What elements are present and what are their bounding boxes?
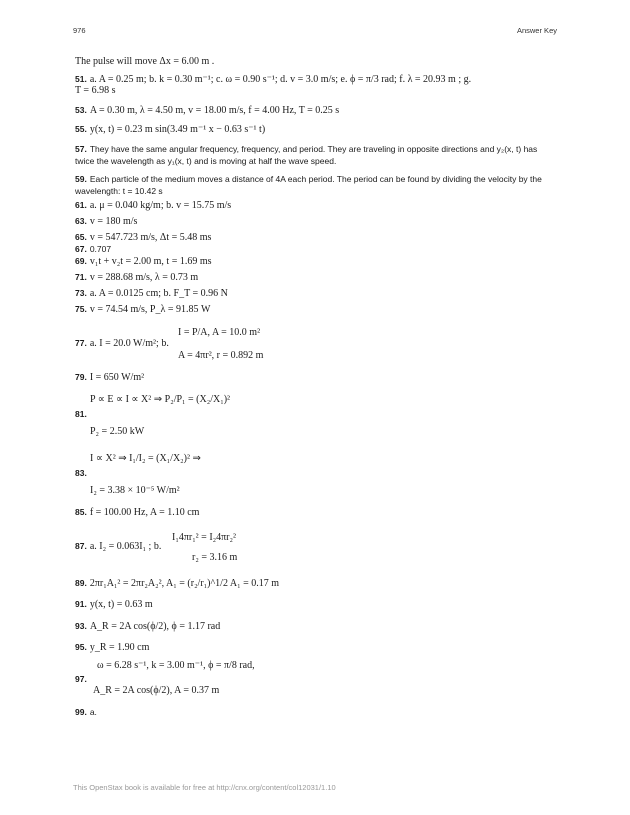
answer-85 — [75, 506, 199, 519]
answer-text: 0.707 — [89, 244, 112, 254]
answer-61 — [75, 199, 231, 212]
answer-59 — [75, 173, 557, 197]
answer-89 — [75, 577, 279, 590]
answer-text: y(x, t) = 0.63 m — [89, 599, 153, 610]
answer-text: Each particle of the medium moves a distance of 4A each period. The period can be found by dividing the velocity by the wavelength: t = 10.42 s — [75, 174, 542, 196]
answer-number: 73. — [75, 288, 87, 298]
answer-text: a. A = 0.25 m; b. k = 0.30 m⁻¹; c. ω = 0.90 s⁻¹; d. v = 3.0 m/s; e. ϕ = π/3 rad; f. λ = 20.93 m ; g. — [89, 74, 472, 85]
answer-number: 81. — [75, 409, 87, 419]
answer-55 — [75, 123, 265, 136]
answer-97 — [75, 673, 90, 686]
answer-text: y(x, t) = 0.23 m sin(3.49 m⁻¹ x − 0.63 s⁻¹ t) — [89, 124, 266, 135]
answer-text: 2πr₁A₁² = 2πr₂A₂², A₁ = (r₂/r₁)^1/2 A₁ = 0.17 m — [89, 578, 280, 589]
footer-text: This OpenStax book is available for free at http://cnx.org/content/col12031/1.10 — [73, 783, 336, 792]
answer-69 — [75, 255, 212, 268]
answer-93 — [75, 620, 220, 633]
answer-line: I = P/A, A = 10.0 m² — [178, 327, 261, 338]
answer-number: 79. — [75, 372, 87, 382]
answer-text: a. μ = 0.040 kg/m; b. v = 15.75 m/s — [89, 200, 232, 211]
answer-line: P₂ = 2.50 kW — [90, 426, 145, 437]
answer-line: T = 6.98 s — [75, 85, 116, 96]
answer-57 — [75, 143, 557, 167]
answer-line: The pulse will move Δx = 6.00 m . — [75, 56, 215, 67]
answer-text: v = 180 m/s — [89, 216, 138, 227]
answer-text: y_R = 1.90 cm — [89, 642, 150, 653]
answer-line: A = 4πr², r = 0.892 m — [178, 350, 264, 361]
answer-text: f = 100.00 Hz, A = 1.10 cm — [89, 507, 200, 518]
answer-79 — [75, 371, 144, 384]
answer-71 — [75, 271, 198, 284]
answer-67 — [75, 243, 111, 255]
answer-number: 57. — [75, 144, 87, 154]
answer-63 — [75, 215, 137, 228]
answer-text: a. A = 0.0125 cm; b. F_T = 0.96 N — [89, 288, 228, 299]
answer-text: a. — [89, 707, 97, 717]
answer-text: A_R = 2A cos(ϕ/2), ϕ = 1.17 rad — [89, 621, 221, 632]
answer-number: 85. — [75, 507, 87, 517]
answer-77 — [75, 337, 169, 350]
answer-line: I ∝ X² ⇒ I₁/I₂ = (X₁/X₂)² ⇒ — [90, 453, 201, 464]
answer-line: P ∝ E ∝ I ∝ X² ⇒ P₂/P₁ = (X₂/X₁)² — [90, 394, 231, 405]
answer-line: A_R = 2A cos(ϕ/2), A = 0.37 m — [93, 685, 220, 696]
answer-number: 75. — [75, 304, 87, 314]
answer-51 — [75, 73, 471, 86]
answer-text: I = 650 W/m² — [89, 372, 145, 383]
answer-text: v₁t + v₂t = 2.00 m, t = 1.69 ms — [89, 256, 212, 267]
answer-73 — [75, 287, 228, 300]
answer-text: v = 547.723 m/s, Δt = 5.48 ms — [89, 232, 212, 243]
answer-number: 59. — [75, 174, 87, 184]
answer-91 — [75, 598, 153, 611]
answer-number: 61. — [75, 200, 87, 210]
answer-line: I₁4πr₁² = I₂4πr₂² — [172, 532, 236, 543]
answer-number: 95. — [75, 642, 87, 652]
answer-number: 77. — [75, 338, 87, 348]
answer-number: 65. — [75, 232, 87, 242]
answer-line: r₂ = 3.16 m — [192, 552, 238, 563]
answer-number: 87. — [75, 541, 87, 551]
answer-number: 51. — [75, 74, 87, 84]
answer-number: 63. — [75, 216, 87, 226]
answer-text: They have the same angular frequency, frequency, and period. They are traveling in opposite directions and y₂(x, t) has twice the wavelength as y₁(x, t) and is moving at half the wave speed. — [75, 144, 538, 166]
answer-number: 71. — [75, 272, 87, 282]
answer-number: 53. — [75, 105, 87, 115]
answer-number: 97. — [75, 674, 87, 684]
answer-number: 55. — [75, 124, 87, 134]
answer-87 — [75, 540, 161, 553]
answer-81 — [75, 408, 90, 421]
answer-95 — [75, 641, 149, 654]
answer-number: 69. — [75, 256, 87, 266]
answer-text: v = 74.54 m/s, P_λ = 91.85 W — [89, 304, 211, 315]
answer-83 — [75, 467, 90, 480]
answer-number: 67. — [75, 244, 87, 254]
page-number: 976 — [73, 26, 86, 35]
answer-text: a. I = 20.0 W/m²; b. — [89, 338, 169, 349]
section-title: Answer Key — [516, 26, 557, 35]
answer-text: a. I₂ = 0.063I₁ ; b. — [89, 541, 162, 552]
answer-line: I₂ = 3.38 × 10⁻⁵ W/m² — [90, 485, 180, 496]
answer-75 — [75, 303, 210, 316]
answer-number: 99. — [75, 707, 87, 717]
answer-text: v = 288.68 m/s, λ = 0.73 m — [89, 272, 199, 283]
answer-line: ω = 6.28 s⁻¹, k = 3.00 m⁻¹, ϕ = π/8 rad, — [97, 660, 255, 671]
answer-number: 83. — [75, 468, 87, 478]
answer-53 — [75, 104, 339, 117]
answer-number: 91. — [75, 599, 87, 609]
answer-number: 89. — [75, 578, 87, 588]
answer-text: A = 0.30 m, λ = 4.50 m, v = 18.00 m/s, f = 4.00 Hz, T = 0.25 s — [89, 105, 340, 116]
answer-number: 93. — [75, 621, 87, 631]
answer-99 — [75, 706, 97, 718]
